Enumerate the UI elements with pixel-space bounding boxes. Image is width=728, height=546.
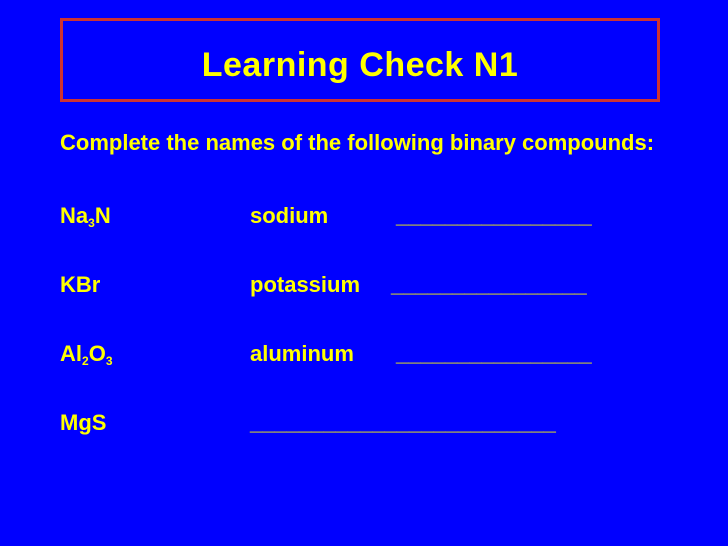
formula-subscript: 3	[88, 216, 95, 230]
formula-part: Na	[60, 203, 89, 228]
formula-part: Al	[60, 341, 82, 366]
formula-subscript: 3	[105, 354, 113, 368]
answer-blank: ________________	[396, 203, 592, 228]
formula-part: MgS	[60, 410, 107, 435]
compound-formula	[60, 203, 111, 229]
compound-formula	[60, 341, 113, 367]
compound-formula	[60, 410, 106, 436]
compound-name: potassium	[250, 272, 361, 297]
formula-part: KBr	[60, 272, 101, 297]
formula-subscript: 2	[82, 354, 89, 368]
answer-blank: ________________	[391, 272, 587, 297]
compound-name: aluminum	[250, 341, 354, 366]
instructions-text: Complete the names of the following binary compounds:	[60, 130, 655, 155]
compound-row-2	[60, 272, 720, 302]
compound-row-4	[60, 410, 720, 440]
compound-name: sodium	[250, 203, 329, 228]
title-box	[60, 18, 660, 102]
slide-title: Learning Check N1	[201, 46, 519, 84]
formula-part: O	[88, 341, 106, 366]
formula-part: N	[94, 203, 111, 228]
compound-formula	[60, 272, 100, 298]
answer-blank: ________________	[396, 341, 592, 366]
compound-row-3	[60, 341, 720, 371]
answer-blank: _________________________	[250, 410, 556, 435]
compound-row-1	[60, 203, 720, 233]
